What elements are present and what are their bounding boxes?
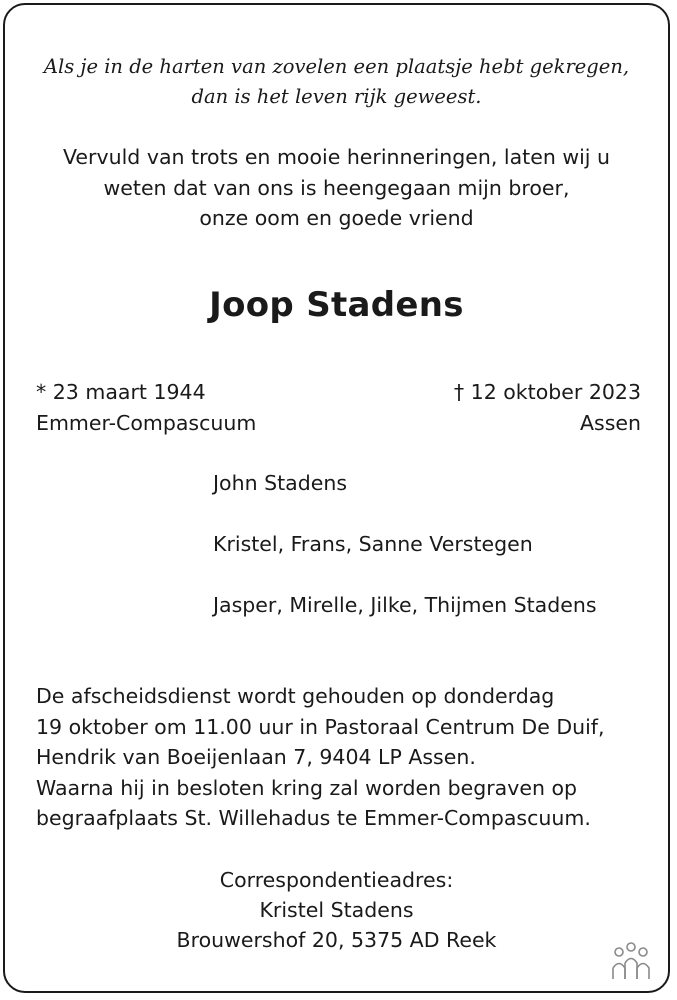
family-member-1: John Stadens <box>213 471 348 495</box>
deceased-name: Joop Stadens <box>209 285 464 325</box>
service-line-3: Hendrik van Boeijenlaan 7, 9404 LP Assen. <box>36 745 476 769</box>
family-member-2: Kristel, Frans, Sanne Verstegen <box>213 532 533 556</box>
service-line-1: De afscheidsdienst wordt gehouden op donderdag <box>36 684 555 708</box>
birth-date: * 23 maart 1944 <box>36 380 206 404</box>
service-line-5: begraafplaats St. Willehadus te Emmer-Compascuum. <box>36 806 591 830</box>
people-group-icon <box>608 941 654 981</box>
intro-line-1: Als je in de harten van zovelen een plaatsje hebt gekregen, <box>43 55 630 78</box>
death-date: † 12 oktober 2023 <box>453 380 641 404</box>
service-line-2: 19 oktober om 11.00 uur in Pastoraal Centrum De Duif, <box>36 715 605 739</box>
service-line-4: Waarna hij in besloten kring zal worden begraven op <box>36 776 578 800</box>
birth-place: Emmer-Compascuum <box>36 411 257 435</box>
announcement-line-3: onze oom en goede vriend <box>199 206 474 230</box>
obituary-card <box>3 3 670 993</box>
correspondence-name: Kristel Stadens <box>259 898 414 922</box>
correspondence-address: Brouwershof 20, 5375 AD Reek <box>176 928 497 952</box>
announcement-line-2: weten dat van ons is heengegaan mijn broer, <box>103 176 570 200</box>
death-place: Assen <box>580 411 641 435</box>
family-member-3: Jasper, Mirelle, Jilke, Thijmen Stadens <box>213 593 597 617</box>
announcement-line-1: Vervuld van trots en mooie herinneringen, laten wij u <box>63 145 610 169</box>
intro-line-2: dan is het leven rijk geweest. <box>191 85 482 108</box>
correspondence-label: Correspondentieadres: <box>219 868 454 892</box>
